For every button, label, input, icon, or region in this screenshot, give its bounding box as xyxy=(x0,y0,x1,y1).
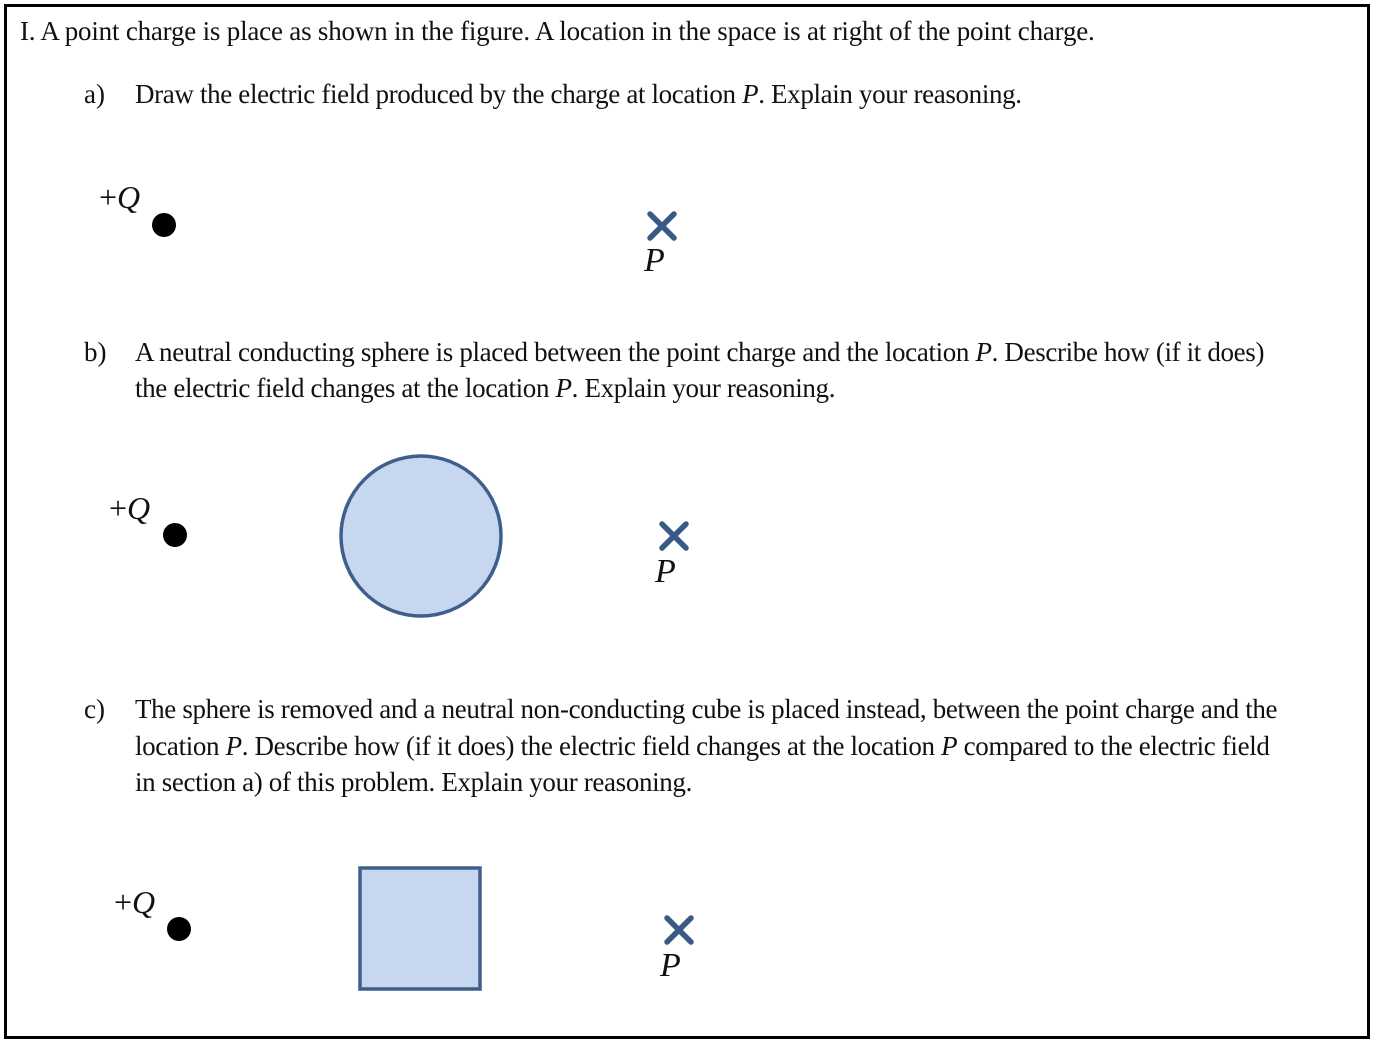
part-a-letter: a) xyxy=(84,79,105,109)
conducting-sphere xyxy=(339,454,505,620)
part-b-question-line1: A neutral conducting sphere is placed between the point charge and the location P. Describe how (if it does) xyxy=(135,337,1265,367)
part-c-question-line1: The sphere is removed and a neutral non-conducting cube is placed instead, between the point charge and the xyxy=(135,694,1278,724)
part-c-question-line2: location P. Describe how (if it does) the electric field changes at the location P compared to the electric field xyxy=(135,731,1270,761)
figure-b-location-marker-icon xyxy=(659,521,689,551)
part-a-question: Draw the electric field produced by the charge at location P. Explain your reasoning. xyxy=(135,79,1022,109)
non-conducting-cube xyxy=(358,866,484,992)
figure-c-charge-label: +Q xyxy=(114,884,156,920)
part-c-letter: c) xyxy=(84,694,105,724)
part-b-letter: b) xyxy=(84,337,107,367)
figure-a-location-marker-icon xyxy=(647,211,677,241)
figure-a-point-label: P xyxy=(644,242,665,279)
figure-b-charge-label: +Q xyxy=(109,490,151,526)
part-b-question-line2: the electric field changes at the location P. Explain your reasoning. xyxy=(135,373,836,403)
figure-a-point-charge xyxy=(152,213,176,237)
figure-a-charge-label: +Q xyxy=(99,179,141,215)
figure-c-point-label: P xyxy=(660,947,681,984)
problem-intro: I. A point charge is place as shown in the figure. A location in the space is at right of the point charge. xyxy=(20,16,1095,46)
figure-c-location-marker-icon xyxy=(664,915,694,945)
figure-b-point-label: P xyxy=(655,553,676,590)
part-c-question-line3: in section a) of this problem. Explain your reasoning. xyxy=(135,767,692,797)
figure-b-point-charge xyxy=(163,523,187,547)
figure-c-point-charge xyxy=(167,917,191,941)
